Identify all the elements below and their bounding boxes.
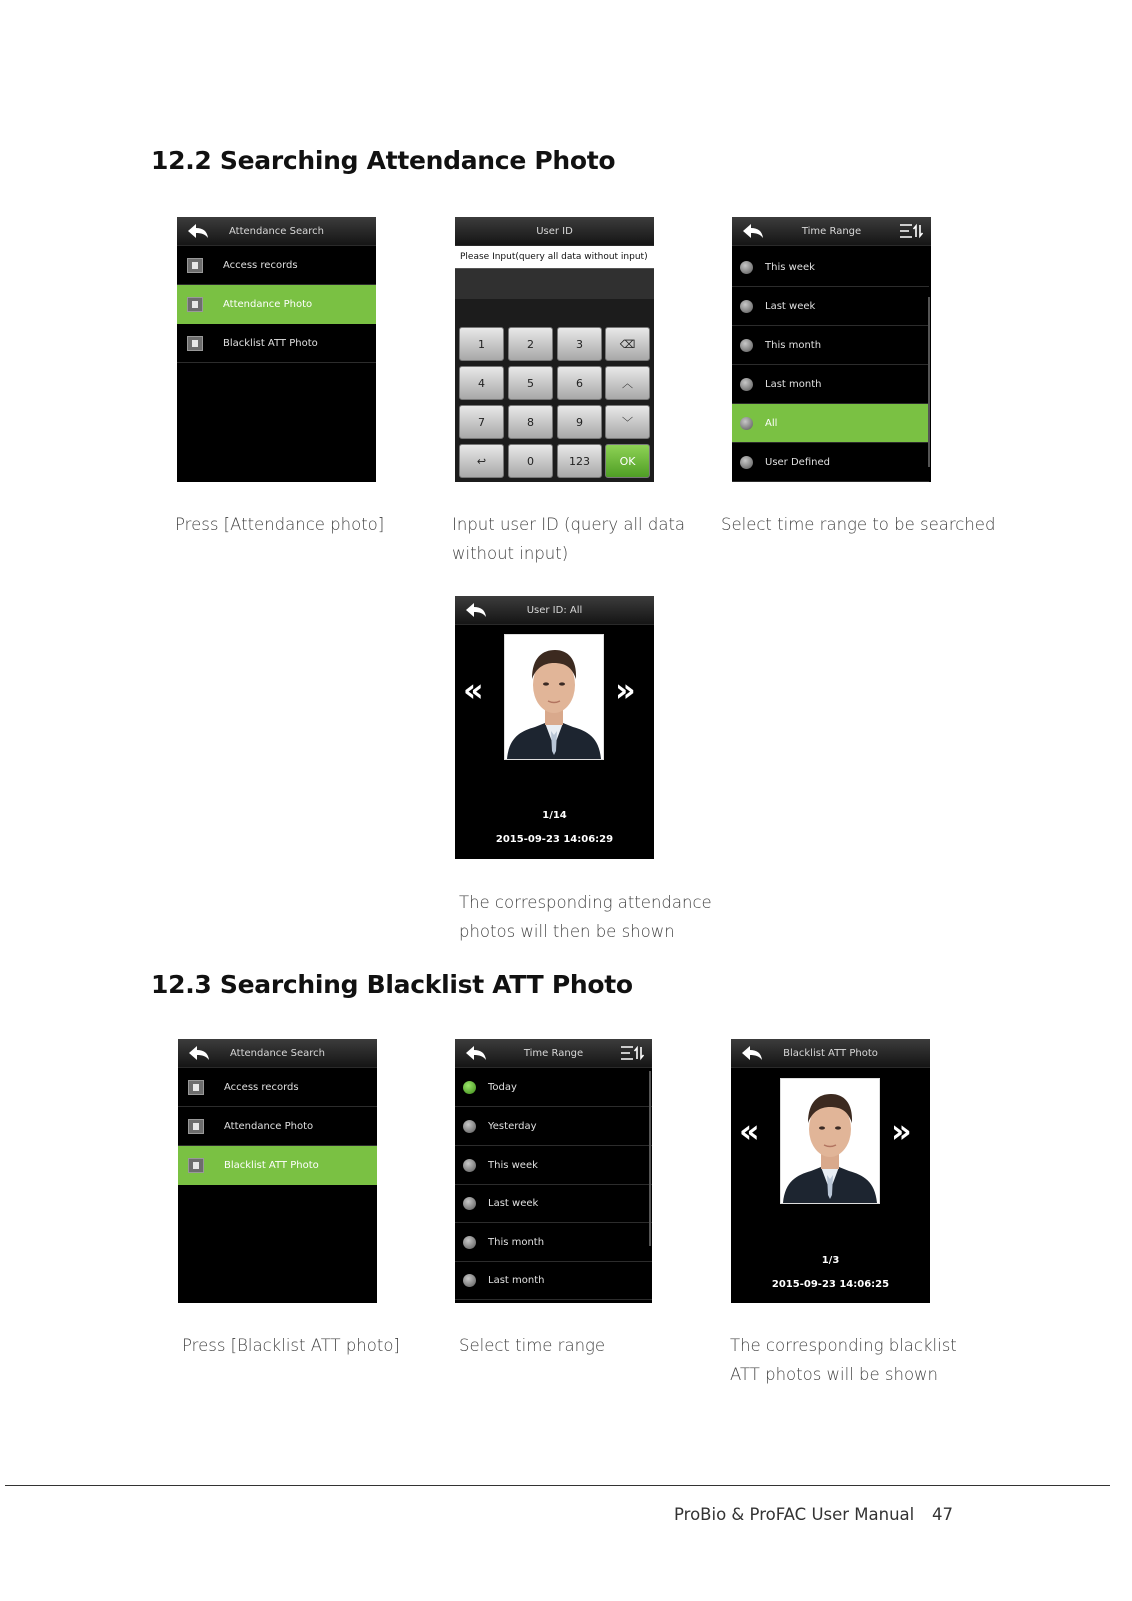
previous-icon[interactable]: « [463, 671, 484, 709]
time-option-user-defined[interactable] [732, 443, 929, 482]
option-label: This week [488, 1159, 538, 1171]
option-label: Today [488, 1081, 517, 1093]
screen-title: Blacklist ATT Photo [783, 1047, 878, 1059]
back-arrow-icon[interactable] [188, 1044, 210, 1062]
menu-item-access-records[interactable] [177, 246, 376, 285]
caption-input-user-id [452, 510, 685, 568]
caption-line: The corresponding blacklist [730, 1336, 957, 1355]
menu-item-label: Attendance Photo [223, 298, 313, 310]
time-option-this-month[interactable] [732, 326, 929, 365]
photo-counter: 1/3 [821, 1255, 840, 1266]
option-label: All [765, 417, 778, 429]
user-id-prompt: Please Input(query all data without input) [455, 246, 654, 268]
screen-title: User ID [536, 225, 573, 237]
person-photo-icon [781, 1079, 879, 1203]
next-icon[interactable]: » [891, 1112, 912, 1150]
menu-item-label: Blacklist ATT Photo [224, 1159, 319, 1171]
previous-icon[interactable]: « [739, 1112, 760, 1150]
key-7[interactable]: 7 [459, 405, 504, 439]
menu-item-blacklist-att-photo[interactable] [178, 1146, 377, 1185]
time-option-this-week[interactable] [732, 248, 929, 287]
time-option-last-month[interactable] [455, 1261, 652, 1300]
radio-icon [740, 339, 753, 352]
screen-titlebar [178, 1039, 377, 1068]
photo-counter: 1/14 [542, 810, 567, 821]
option-label: This week [765, 261, 815, 273]
photo-timestamp: 2015-09-23 14:06:29 [495, 834, 614, 845]
radio-icon [463, 1159, 476, 1172]
radio-icon [463, 1197, 476, 1210]
back-arrow-icon[interactable] [465, 1044, 487, 1062]
key-9[interactable]: 9 [557, 405, 602, 439]
scrollbar[interactable] [928, 297, 930, 467]
caption-press-attendance-photo: Press [Attendance photo] [175, 515, 385, 534]
time-option-yesterday[interactable] [455, 1107, 652, 1146]
time-option-last-month[interactable] [732, 365, 929, 404]
menu-item-label: Access records [223, 259, 298, 271]
screen-title: Time Range [523, 1047, 584, 1059]
key-6[interactable]: 6 [557, 366, 602, 400]
records-icon [188, 1080, 204, 1095]
option-label: Last month [765, 378, 822, 390]
radio-icon [740, 378, 753, 391]
screen-titlebar [177, 217, 376, 246]
option-label: This month [765, 339, 822, 351]
menu-item-attendance-photo[interactable] [177, 285, 376, 324]
screen-blacklist-photo-result [731, 1039, 930, 1303]
time-option-today[interactable] [455, 1068, 652, 1107]
menu-item-access-records[interactable] [178, 1068, 377, 1107]
screen-attendance-photo-result [455, 596, 654, 859]
caption-select-time-range-2: Select time range [459, 1336, 606, 1355]
photo-icon [187, 297, 203, 312]
caption-line: Input user ID (query all data [452, 515, 686, 534]
time-option-all[interactable] [732, 404, 929, 443]
back-arrow-icon[interactable] [187, 222, 209, 240]
radio-icon [740, 300, 753, 313]
footer-divider [5, 1485, 1110, 1486]
attendance-photo [504, 634, 604, 760]
caption-blacklist-photos-shown [730, 1331, 957, 1389]
person-photo-icon [505, 635, 603, 759]
blacklist-photo [780, 1078, 880, 1204]
radio-icon [740, 456, 753, 469]
blacklist-photo-icon [187, 336, 203, 351]
screen-title: Time Range [801, 225, 862, 237]
screen-time-range-2 [455, 1039, 652, 1303]
backspace-key-icon[interactable]: ⌫ [605, 327, 650, 361]
blacklist-photo-icon [188, 1158, 204, 1173]
scrollbar[interactable] [649, 1071, 651, 1246]
key-5[interactable]: 5 [508, 366, 553, 400]
time-option-last-week[interactable] [732, 287, 929, 326]
caption-line: ATT photos will be shown [730, 1365, 939, 1384]
radio-icon [463, 1236, 476, 1249]
key-8[interactable]: 8 [508, 405, 553, 439]
key-3[interactable]: 3 [557, 327, 602, 361]
section-heading-12-3: 12.3 Searching Blacklist ATT Photo [151, 970, 633, 999]
back-arrow-icon[interactable]: ↩ [459, 444, 504, 478]
radio-icon [740, 261, 753, 274]
chevron-down-icon[interactable]: ﹀ [605, 405, 650, 439]
sort-icon[interactable] [899, 222, 923, 240]
key-1[interactable]: 1 [459, 327, 504, 361]
screen-title: Attendance Search [229, 225, 324, 237]
key-0[interactable]: 0 [508, 444, 553, 478]
back-arrow-icon[interactable] [741, 1044, 763, 1062]
user-id-input[interactable] [455, 268, 654, 300]
page-number: 47 [932, 1505, 953, 1524]
option-label: Last month [488, 1274, 545, 1286]
screen-title: Attendance Search [230, 1047, 325, 1059]
back-arrow-icon[interactable] [742, 222, 764, 240]
menu-item-attendance-photo[interactable] [178, 1107, 377, 1146]
screen-attendance-search [177, 217, 376, 482]
screen-titlebar [731, 1039, 930, 1068]
key-4[interactable]: 4 [459, 366, 504, 400]
time-option-this-week[interactable] [455, 1146, 652, 1185]
caption-select-time-range: Select time range to be searched [721, 515, 996, 534]
photo-icon [188, 1119, 204, 1134]
key-123[interactable]: 123 [557, 444, 602, 478]
photo-timestamp: 2015-09-23 14:06:25 [771, 1279, 890, 1290]
back-arrow-icon[interactable] [465, 601, 487, 619]
screen-title: User ID: All [526, 604, 583, 616]
menu-item-label: Blacklist ATT Photo [223, 337, 318, 349]
caption-line: photos will then be shown [459, 922, 675, 941]
time-option-last-week[interactable] [455, 1184, 652, 1223]
chevron-up-icon[interactable]: ︿ [605, 366, 650, 400]
screen-user-id [455, 217, 654, 482]
screen-titlebar [455, 1039, 652, 1068]
screen-attendance-search-2 [178, 1039, 377, 1303]
option-label: Last week [488, 1197, 539, 1209]
menu-item-label: Attendance Photo [224, 1120, 314, 1132]
caption-line: without input) [452, 544, 569, 563]
radio-icon [463, 1274, 476, 1287]
ok-button[interactable]: OK [605, 444, 650, 478]
screen-titlebar [732, 217, 931, 246]
option-label: Last week [765, 300, 816, 312]
sort-icon[interactable] [620, 1044, 644, 1062]
radio-selected-icon [463, 1081, 476, 1094]
key-2[interactable]: 2 [508, 327, 553, 361]
caption-line: The corresponding attendance [459, 893, 712, 912]
caption-press-blacklist-att-photo: Press [Blacklist ATT photo] [182, 1336, 400, 1355]
screen-titlebar [455, 217, 654, 246]
caption-corresponding-photos [459, 888, 712, 946]
radio-icon [740, 417, 753, 430]
option-label: This month [488, 1236, 545, 1248]
option-label: User Defined [765, 456, 830, 468]
screen-titlebar [455, 596, 654, 625]
time-option-this-month[interactable] [455, 1223, 652, 1262]
section-heading-12-2: 12.2 Searching Attendance Photo [151, 146, 616, 175]
menu-item-label: Access records [224, 1081, 299, 1093]
radio-icon [463, 1120, 476, 1133]
records-icon [187, 258, 203, 273]
screen-time-range [732, 217, 931, 482]
menu-item-blacklist-att-photo[interactable] [177, 324, 376, 363]
footer-manual-title: ProBio & ProFAC User Manual [674, 1505, 915, 1524]
next-icon[interactable]: » [615, 671, 636, 709]
option-label: Yesterday [488, 1120, 537, 1132]
